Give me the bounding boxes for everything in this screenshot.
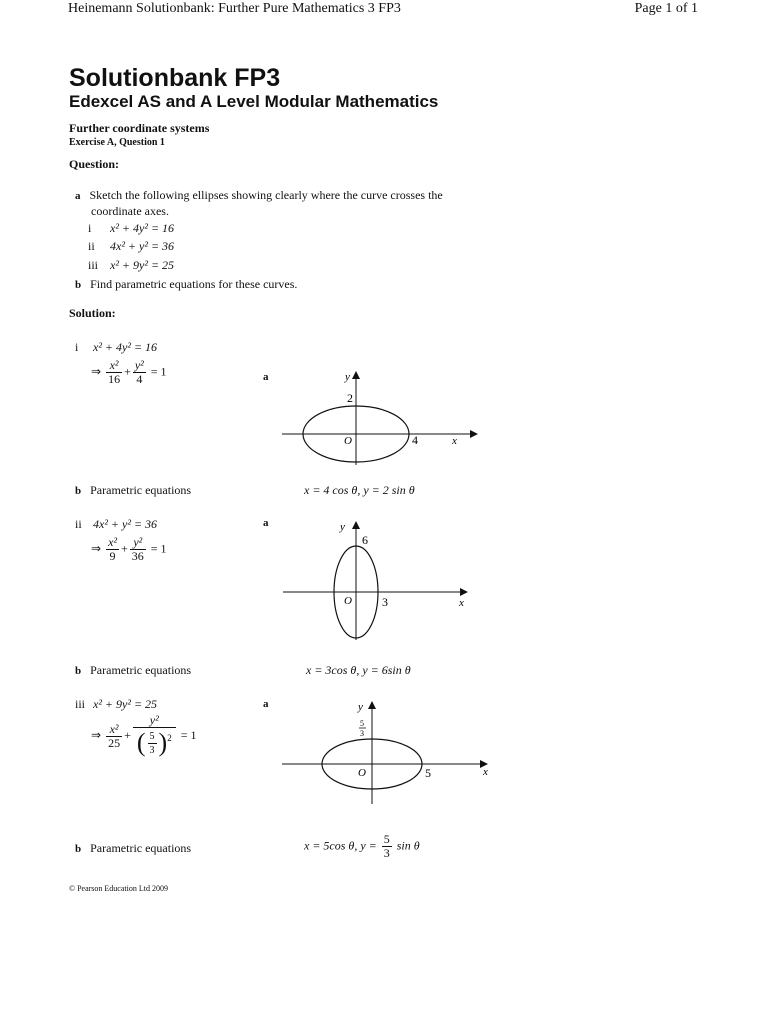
rhs: = 1 [150,364,167,379]
question-item-iii [88,258,174,273]
header-title: Heinemann Solutionbank: Further Pure Mathematics 3 FP3 [68,1,401,16]
y-intercept-denominator: 3 [360,729,364,738]
item-number: iii [88,258,99,272]
solution-ii-standard-form: ⇒ $\frac{\text{x²}}{9}$ + $\frac{\text{y²}}{36}$ = 1 [91,535,167,563]
x-intercept-label: 4 [412,433,418,447]
denominator: 16 [108,372,121,386]
solution-ii-parametric: x = 3cos θ, y = 6sin θ [306,663,411,677]
denominator: 4 [136,372,143,386]
x-fraction [106,359,122,386]
x-axis-arrow [470,430,478,438]
origin-label: O [344,595,352,607]
page-subtitle: Edexcel AS and A Level Modular Mathematics [69,92,439,111]
part-number: ii [75,517,82,531]
numerator: y² [134,358,144,372]
param-prefix: x = 5cos θ, y = [304,838,377,853]
numerator: x² [108,535,117,549]
implies-symbol: ⇒ [91,541,102,556]
solution-ii-part-b [75,663,191,678]
solution-i-parametric: x = 4 cos θ, y = 2 sin θ [304,483,415,497]
topic-heading: Further coordinate systems [69,121,210,135]
equation: x² + 9y² = 25 [93,697,158,711]
y-axis-label: y [358,701,363,713]
graph-i [280,370,480,470]
part-b-text: Parametric equations [90,841,192,855]
y-axis-label: y [340,521,345,533]
param-fraction [382,833,392,860]
numerator: 5 [383,832,390,846]
right-paren: ) [158,728,168,757]
solution-ii-part-a: a [263,517,269,529]
solution-i-standard-form: ⇒ $\frac{\text{x²}}{16}$ + $\frac{\text{y²}}{4}$ = 1 [91,358,167,386]
origin-label: O [344,435,352,447]
numerator: 5 [149,730,155,742]
denominator: 25 [108,735,121,750]
solution-iii-equation [75,697,157,712]
solution-ii-equation [75,517,157,532]
origin-label: O [358,767,366,779]
x-intercept-label: 3 [382,595,388,609]
page-number: Page 1 of 1 [634,1,698,16]
question-item-i [88,221,174,236]
denominator [133,728,176,758]
item-equation: x² + 9y² = 25 [110,258,175,272]
y-intercept-label: 2 [347,391,353,405]
item-number: i [88,221,92,235]
solution-i-part-b [75,483,191,498]
solution-iii-standard-form: ⇒ $\frac{\text{x²}}{25}$ + y² ( $\frac{5}{3}$ )$^2$ = 1 [91,713,197,757]
y-axis-label: y [345,371,350,383]
question-part-a [75,188,443,203]
part-a-letter: a [75,190,81,202]
part-number: i [75,340,79,354]
part-b-letter: b [75,665,82,677]
rhs: = 1 [150,541,167,556]
param-suffix: sin θ [396,838,420,853]
exercise-heading: Exercise A, Question 1 [69,137,165,148]
part-b-letter: b [75,485,82,497]
part-number: iii [75,697,86,711]
solution-i-part-a: a [263,371,269,383]
item-equation: x² + 4y² = 16 [110,221,175,235]
graph-iii [280,698,495,808]
question-label: Question: [69,157,120,171]
denominator: 3 [149,744,155,756]
equation: 4x² + y² = 36 [93,517,158,531]
numerator: x² [106,723,122,737]
inner-fraction [148,730,157,757]
implies-symbol: ⇒ [91,364,102,379]
solution-iii-parametric [304,833,420,860]
x-axis-label: x [459,597,464,609]
y-axis-arrow [368,701,376,709]
page-title: Solutionbank FP3 [69,64,281,92]
item-number: ii [88,239,95,253]
y-fraction [130,536,146,563]
exponent: 2 [167,732,172,743]
part-b-letter: b [75,843,82,855]
numerator: x² [106,359,122,373]
denominator: 9 [109,549,116,563]
numerator: y² [133,714,176,728]
part-a-text-line2: coordinate axes. [91,204,169,218]
graph-ii [280,518,480,643]
numerator: y² [130,536,146,550]
question-part-b [75,277,297,292]
y-axis-arrow [352,371,360,379]
implies-symbol: ⇒ [91,727,102,742]
x-fraction [106,536,119,563]
part-b-text: Parametric equations [90,663,192,677]
copyright-footer: © Pearson Education Ltd 2009 [69,884,168,893]
equation: x² + 4y² = 16 [93,340,158,354]
part-b-text: Find parametric equations for these curves. [90,277,298,291]
denominator: 3 [383,846,390,860]
y-fraction [133,714,176,758]
x-intercept-label: 5 [425,766,431,780]
x-axis-arrow [460,588,468,596]
x-axis-label: x [452,435,457,447]
denominator: 36 [131,549,144,563]
item-equation: 4x² + y² = 36 [110,239,175,253]
solution-i-equation [75,340,157,355]
y-fraction [133,359,146,386]
solution-label: Solution: [69,306,116,320]
solution-iii-part-a: a [263,698,269,710]
x-axis-label: x [483,766,488,778]
part-a-text-line1: Sketch the following ellipses showing clearly where the curve crosses the [89,188,443,202]
x-fraction [106,723,122,750]
question-item-ii [88,239,174,254]
part-b-text: Parametric equations [90,483,192,497]
part-b-letter: b [75,279,82,291]
y-intercept-numerator: 5 [360,719,364,728]
y-axis-arrow [352,521,360,529]
solution-iii-part-b [75,841,191,856]
y-intercept-label: 6 [362,533,368,547]
left-paren: ( [136,728,146,757]
rhs: = 1 [180,727,197,742]
